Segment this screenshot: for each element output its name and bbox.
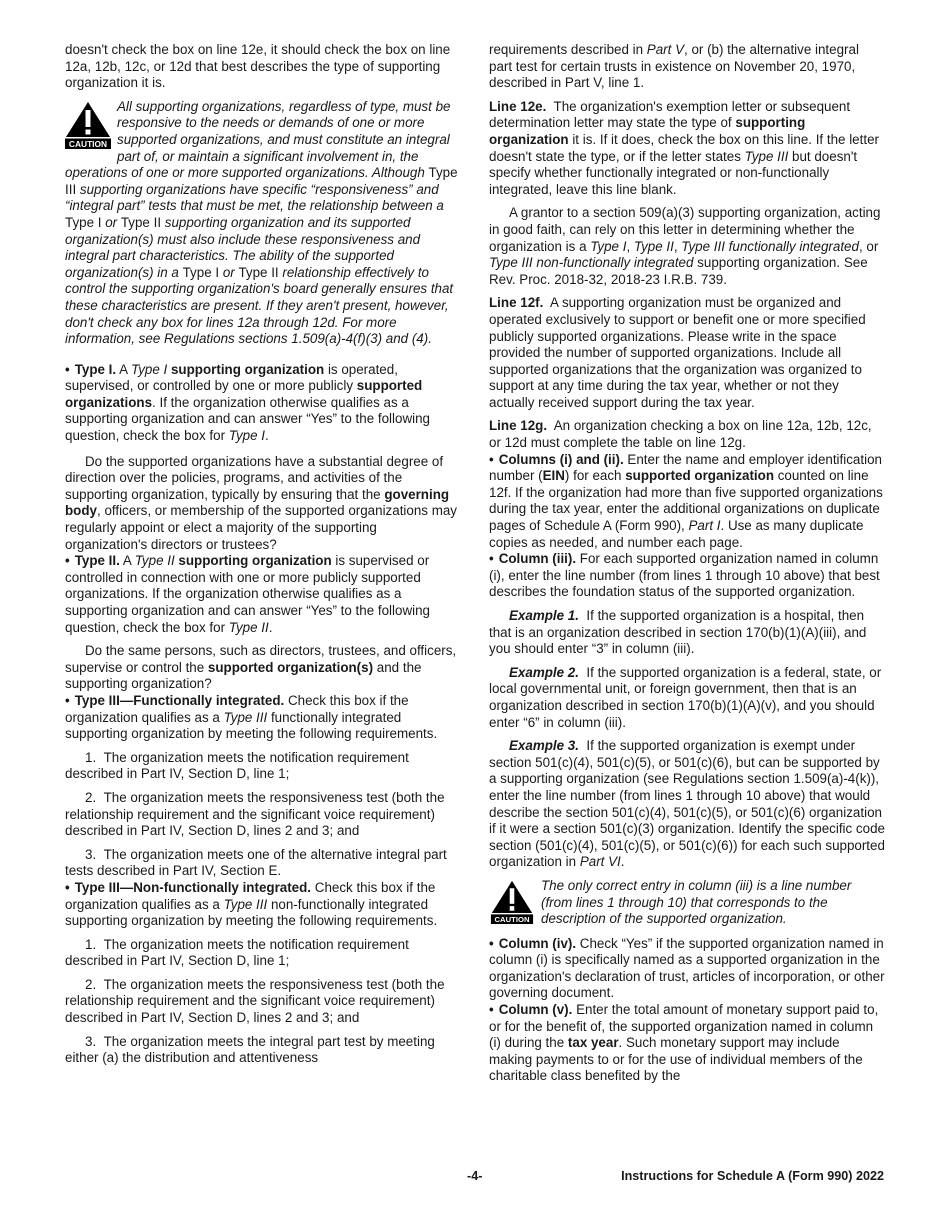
type-iii-fi-paragraph: • Type III—Functionally integrated. Check this box if the organization qualifies as a Type III functionally integrated supporting organization by meeting the following requirements. bbox=[65, 693, 461, 743]
nfi-requirement-1: 1. The organization meets the notification requirement described in Part IV, Section D, line 1; bbox=[65, 936, 409, 969]
caution-text: All supporting organizations, regardless of type, must be responsive to the needs or demands of one or more supported organizations, and must constitute an integral part of, or maintain a significant involvement in, the operations of one or more supported organizations. Although Type III supporting organizations have specific “responsiveness” and “integral part” tests that must be met, the relationship between a Type I or Type II supporting organization and its supported organization(s) must also include these responsiveness and integral part characteristics. The ability of the supported organization(s) in a Type I or Type II relationship effectively to control the supporting organization's board generally ensures that these characteristics are present. If they aren't present, however, don't check any box for lines 12a through 12d. For more information, see Regulations sections 1.509(a)-4(f)(3) and (4). bbox=[65, 98, 458, 347]
caution-block-1 bbox=[65, 99, 461, 348]
column-iv-paragraph: • Column (iv). Check “Yes” if the supported organization named in column (i) is specifically named as a supported organization in the organization's declaration of trust, articles of incorporation, or other governing document. bbox=[489, 936, 885, 1002]
nfi-requirement-3: 3. The organization meets the integral part test by meeting either (a) the distribution and attentiveness bbox=[65, 1033, 435, 1066]
caution-label: CAUTION bbox=[68, 138, 108, 149]
fi-requirement-3: 3. The organization meets one of the alternative integral part tests described in Part IV, Section E. bbox=[65, 846, 447, 879]
line-12g-paragraph: Line 12g. An organization checking a box on line 12a, 12b, 12c, or 12d must complete the table on line 12g. bbox=[489, 418, 876, 451]
type-iii-nfi-paragraph: • Type III—Non-functionally integrated. Check this box if the organization qualifies as a Type III non-functionally integrated supporting organization by meeting the following requirements. bbox=[65, 880, 461, 930]
fi-requirement-1: 1. The organization meets the notification requirement described in Part IV, Section D, line 1; bbox=[65, 749, 409, 782]
type-ii-paragraph: • Type II. A Type II supporting organization is supervised or controlled in connection with one or more publicly supported organizations. If the organization otherwise qualifies as a supporting organization and can answer “Yes” to the following question, check the box for Type II. bbox=[65, 553, 461, 636]
intro-paragraph: doesn't check the box on line 12e, it should check the box on line 12a, 12b, 12c, or 12d that best describes the type of supporting organization it is. bbox=[65, 42, 451, 91]
columns-i-ii-paragraph: • Columns (i) and (ii). Enter the name and employer identification number (EIN) for each supported organization counted on line 12f. If the organization had more than five supported organizations during the tax year, enter the additional organizations on duplicate pages of Schedule A (Form 990), Part I. Use as many duplicate copies as needed, and number each page. bbox=[489, 452, 885, 552]
column-v-paragraph: • Column (v). Enter the total amount of monetary support paid to, or for the benefit of, the supported organization named in column (i) during the tax year. Such monetary support may include making payments to or for the use of individual members of the charitable class benefited by the bbox=[489, 1002, 885, 1085]
type-i-paragraph: • Type I. A Type I supporting organization is operated, supervised, or controlled by one or more publicly supported organizations. If the organization otherwise qualifies as a supporting organization and can answer “Yes” to the following question, check the box for Type I. bbox=[65, 362, 461, 445]
caution-icon bbox=[65, 101, 111, 149]
type-i-question: Do the supported organizations have a substantial degree of direction over the policies, programs, and activities of the supporting organization, typically by ensuring that the governing body, officers, or membership of the supported organizations may regularly appoint or elect a majority of the supporting organization's directors or trustees? bbox=[65, 453, 457, 552]
nfi-requirement-2: 2. The organization meets the responsiveness test (both the relationship requirement and the significant voice requirement) described in Part IV, Section D, lines 2 and 3; and bbox=[65, 976, 445, 1026]
caution-label: CAUTION bbox=[494, 915, 530, 924]
part-v-continuation: requirements described in Part V, or (b) the alternative integral part test for certain trusts in existence on November 20, 1970, described in Part V, line 1. bbox=[489, 42, 859, 91]
example-2-paragraph: Example 2. If the supported organization is a federal, state, or local governmental unit, or foreign government, then that is an organization described in section 170(b)(1)(A)(v), and you should enter “6” in column (iii). bbox=[489, 664, 885, 730]
example-1-paragraph: Example 1. If the supported organization is a hospital, then that is an organization described in section 170(b)(1)(A)(iii), and you should enter “3” in column (iii). bbox=[489, 608, 871, 657]
line-12e-paragraph: Line 12e. The organization's exemption letter or subsequent determination letter may state the type of supporting organization it is. If it does, check the box on this line. If the letter doesn't state the type, or if the letter states Type III but doesn't specify whether functionally integrated or non-functionally integrated, leave this line blank. bbox=[489, 98, 879, 197]
caution-icon bbox=[489, 880, 535, 924]
right-column bbox=[489, 42, 889, 1085]
type-ii-question: Do the same persons, such as directors, trustees, and officers, supervise or control the supported organization(s) and the supporting organization? bbox=[65, 643, 457, 692]
fi-requirement-2: 2. The organization meets the responsiveness test (both the relationship requirement and the significant voice requirement) described in Part IV, Section D, lines 2 and 3; and bbox=[65, 789, 445, 839]
caution-block-2 bbox=[489, 878, 885, 928]
left-column bbox=[65, 42, 461, 1067]
line-12f-paragraph: Line 12f. A supporting organization must be organized and operated exclusively to support or benefit one or more specified publicly supported organizations. Please write in the space provided the number of supported organizations. Include all supported organizations that the organization was organized to support at any time during the tax year, whether or not they actually received support during the tax year. bbox=[489, 295, 870, 410]
grantor-paragraph: A grantor to a section 509(a)(3) supporting organization, acting in good faith, can rely on this letter in determining whether the organization is a Type I, Type II, Type III functionally integrated, or Type III non-functionally integrated supporting organization. See Rev. Proc. 2018-32, 2018-23 I.R.B. 739. bbox=[489, 205, 881, 287]
footer-title: Instructions for Schedule A (Form 990) 2022 bbox=[621, 1169, 884, 1183]
caution-text: The only correct entry in column (iii) is a line number (from lines 1 through 10) that corresponds to the description of the supported organization. bbox=[541, 877, 852, 927]
page-number: -4- bbox=[467, 1169, 483, 1183]
example-3-paragraph: Example 3. If the supported organization is exempt under section 501(c)(4), 501(c)(5), or 501(c)(6), but can be supported by a supporting organization (see Regulations section 1.509(a)-4(k)), enter the line number (from lines 1 through 10 above) that would describe the section 501(c)(4), 501(c)(5), or 501(c)(6) organization if it were a section 501(c)(3) organization. Identify the specific code section (501(c)(4), 501(c)(5), or 501(c)(6)) for each such supported organization in Part VI. bbox=[489, 738, 889, 870]
column-iii-paragraph: • Column (iii). For each supported organization named in column (i), enter the line number (from lines 1 through 10 above) that best describes the foundation status of the supported organization. bbox=[489, 551, 885, 601]
